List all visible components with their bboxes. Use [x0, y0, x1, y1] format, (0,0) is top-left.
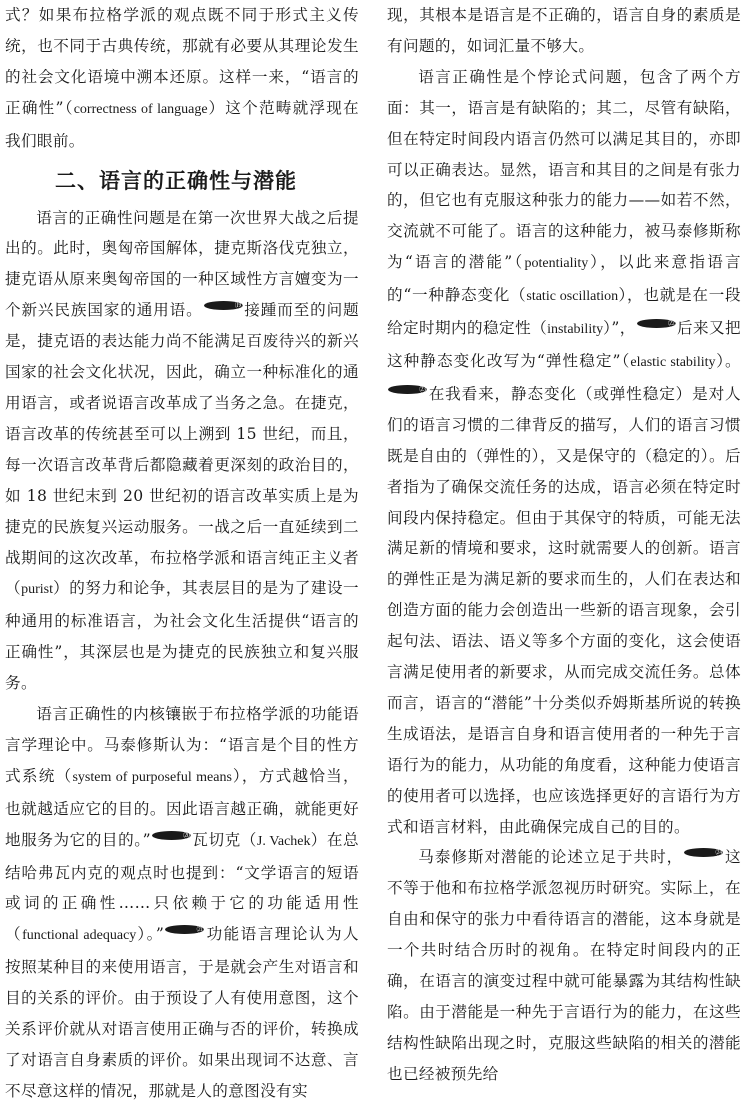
footnote-marker[interactable]: ㉔ [684, 848, 723, 857]
right-column [387, 0, 741, 1090]
section-heading: 二、语言的正确性与潜能 [55, 168, 297, 193]
paragraph: 语言正确性是个悖论式问题，包含了两个方面：其一，语言是有缺陷的；其二，尽管有缺陷，但在特定时间段内语言仍然可以满足其目的，亦即可以正确表达。显然，语言和其目的之间是有张力的，但它也有克服这种张力的能力——如若不然，交流就不可能了。语言的这种能力，被马泰修斯称为“语言的潜能”（potentiality），以此来意指语言的“一种静态变化（static oscillation），也就是在一段给定时期内的稳定性（instability）”， $^㉒$后来又把这种静态变化改写为“弹性稳定”（elastic stability）。$^㉓$在我看来，静态变化（或弹性稳定）是对人们的语言习惯的二律背反的描写，人们的语言习惯既是自由的（弹性的），又是保守的（稳定的）。后者指为了确保交流任务的达成，语言必须在特定时间段内保持稳定。但由于其保守的特质，可能无法满足新的情境和要求，这时就需要人的创新。语言的弹性正是为满足新的要求而生的，人们在表达和创造方面的能力会创造出一些新的语言现象，会引起句法、语法、语义等多个方面的变化，这会使语言满足使用者的新要求，从而完成交流任务。总体而言，语言的“潜能”十分类似乔姆斯基所说的转换生成语法，是语言自身和语言使用者的一种先于言语行为的能力，从功能的角度看，这种能力使语言的使用者可以选择，也应该选择更好的言语行为方式和语言材料，由此确保完成自己的目的。 [387, 67, 741, 836]
footnote-marker[interactable]: ㉓ [388, 385, 427, 394]
footnote-marker[interactable]: ㉒ [637, 319, 676, 328]
paragraph: 现，其根本是语言是不正确的，语言自身的素质是有问题的，如词汇量不够大。 [387, 6, 741, 55]
footnote-marker[interactable]: ㉑ [165, 925, 204, 934]
paragraph: 马泰修斯对潜能的论述立足于共时， $^㉔$这不等于他和布拉格学派忽视历时研究。实际上，在自由和保守的张力中看待语言的潜能，这本身就是一个共时结合历时的视角。在特定时间段内的正确，在语言的演变过程中就可能暴露为其结构性缺陷。由于潜能是一种先于言语行为的能力，在这些结构性缺陷出现之时，克服这些缺陷的相关的潜能也已经被预先给 [387, 848, 741, 1083]
footnote-marker[interactable]: ⑲ [204, 301, 243, 310]
footnote-marker[interactable]: ⑳ [152, 831, 191, 840]
paragraph: 语言正确性的内核镶嵌于布拉格学派的功能语言学理论中。马泰修斯认为：“语言是个目的性方式系统（system of purposeful means），方式越恰当，也就越适应它的目的。因此语言越正确，就能更好地服务为它的目的。” ⑳瓦切克（J. Vachek）在总结哈弗瓦内克的观点时也提到：“文学语言的短语或词的正确性……只依赖于它的功能适用性（functional adequacy）。” $^㉑$功能语言理论认为人按照某种目的来使用语言，于是就会产生对语言和目的关系的评价。由于预设了人有使用意图，这个关系评价就从对语言使用正确与否的评价，转换成了对语言自身素质的评价。如果出现词不达意、言不尽意这样的情况，那就是人的意图没有实 [5, 705, 359, 1100]
paragraph: 式？如果布拉格学派的观点既不同于形式主义传统，也不同于古典传统，那就有必要从其理论发生的社会文化语境中溯本还原。这样一来，“语言的正确性”（correctness of language）这个范畴就浮现在我们眼前。 [5, 6, 359, 150]
left-column [5, 0, 359, 1107]
paragraph: 语言的正确性问题是在第一次世界大战之后提出的。此时，奥匈帝国解体，捷克斯洛伐克独立，捷克语从原来奥匈帝国的一种区域性方言嬗变为一个新兴民族国家的通用语。 ⑲接踵而至的问题是，捷克语的表达能力尚不能满足百废待兴的新兴国家的社会文化状况，因此，确立一种标准化的通用语言，或者说语言改革成了当务之急。在捷克，语言改革的传统甚至可以上溯到 15 世纪，而且，每一次语言改革背后都隐藏着更深刻的政治目的，如 18 世纪末到 20 世纪初的语言改革实质上是为捷克的民族复兴运动服务。一战之后一直延续到二战期间的这次改革，布拉格学派和语言纯正主义者（purist）的努力和论争，其表层目的是为了建设一种通用的标准语言，为社会文化生活提供“语言的正确性”，其深层也是为捷克的民族独立和复兴服务。 [5, 208, 359, 693]
